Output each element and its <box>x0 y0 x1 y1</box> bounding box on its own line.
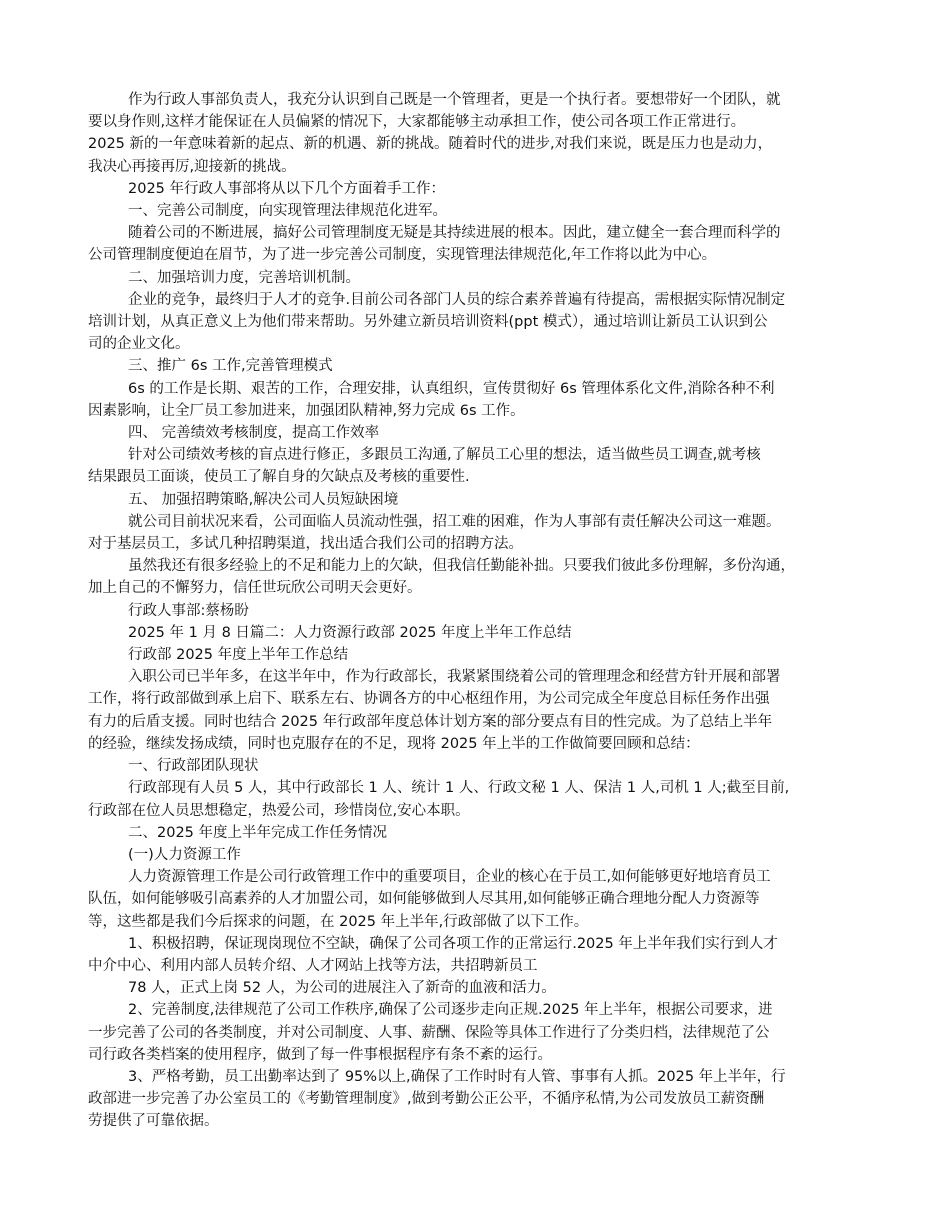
text-line: 五、 加强招聘策略,解决公司人员短缺困境 <box>128 491 399 508</box>
text-line: 一、完善公司制度，向实现管理法律规范化进军。 <box>128 203 447 220</box>
text-line: 78 人，正式上岗 52 人，为公司的进展注入了新奇的血液和活力。 <box>128 980 556 997</box>
text-line: 一、行政部团队现状 <box>128 758 259 775</box>
text-line: 3、严格考勤，员工出勤率达到了 95%以上,确保了工作时时有人管、事事有人抓。2025 年上半年，行 <box>128 1068 786 1085</box>
text-line: 劳提供了可靠依据。 <box>88 1113 219 1130</box>
text-line: 2025 新的一年意味着新的起点、新的机遇、新的挑战。随着时代的进步,对我们来说，既是压力也是动力， <box>88 136 773 153</box>
text-line: 工作，将行政部做到承上启下、联系左右、协调各方的中心枢纽作用，为公司完成全年度总目标任务作出强 <box>88 691 770 708</box>
text-line: 行政部现有人员 5 人，其中行政部长 1 人、统计 1 人、行政文秘 1 人、保洁 1 人,司机 1 人;截至目前, <box>128 780 790 797</box>
text-line: 有力的后盾支援。同时也结合 2025 年行政部年度总体计划方案的部分要点有目的性完成。为了总结上半年 <box>88 713 773 730</box>
text-line: 对于基层员工，多试几种招聘渠道，找出适合我们公司的招聘方法。 <box>88 536 523 553</box>
text-line: 虽然我还有很多经验上的不足和能力上的欠缺，但我信任勤能补拙。只要我们彼此多份理解，多份沟通， <box>128 558 795 575</box>
text-line: 政部进一步完善了办公室员工的《考勤管理制度》,做到考勤公正公平，不循序私情,为公司发放员工薪资酬 <box>88 1091 765 1108</box>
text-line: 二、2025 年度上半年完成工作任务情况 <box>128 824 388 841</box>
text-line: 队伍，如何能够吸引高素养的人才加盟公司，如何能够做到人尽其用,如何能够正确合理地分配人力资源等 <box>88 891 760 908</box>
text-line: 企业的竞争，最终归于人才的竞争.目前公司各部门人员的综合素养普遍有待提高，需根据实际情况制定 <box>128 291 786 308</box>
text-line: 2025 年 1 月 8 日篇二：人力资源行政部 2025 年度上半年工作总结 <box>128 624 572 641</box>
text-line: 公司管理制度便迫在眉节，为了进一步完善公司制度，实现管理法律规范化,年工作将以此为中心。 <box>88 247 717 264</box>
text-line: 随着公司的不断进展，搞好公司管理制度无疑是其持续进展的根本。因此，建立健全一套合理而科学的 <box>128 225 781 242</box>
text-line: 就公司目前状况来看，公司面临人员流动性强，招工难的困难，作为人事部有责任解决公司这一难题。 <box>128 513 781 530</box>
text-line: 培训计划，从真正意义上为他们带来帮助。另外建立新员培训资料(ppt 模式），通过培训让新员工认识到公 <box>88 314 768 331</box>
text-line: 2025 年行政人事部将从以下几个方面着手工作： <box>128 180 446 197</box>
text-line: 结果跟员工面谈，使员工了解自身的欠缺点及考核的重要性. <box>88 469 470 486</box>
text-line: 行政部 2025 年度上半年工作总结 <box>128 647 349 664</box>
document-page <box>88 89 870 1133</box>
text-line: 三、推广 6s 工作,完善管理模式 <box>128 358 333 375</box>
text-line: 二、加强培训力度，完善培训机制。 <box>128 269 360 286</box>
text-line: 司行政各类档案的使用程序，做到了每一件事根据程序有条不紊的运行。 <box>88 1046 552 1063</box>
text-line: (一)人力资源工作 <box>128 846 241 863</box>
text-line: 入职公司已半年多，在这半年中，作为行政部长，我紧紧围绕着公司的管理理念和经营方针开展和部署 <box>128 669 781 686</box>
text-line: 中介中心、利用内部人员转介绍、人才网站上找等方法，共招聘新员工 <box>88 957 538 974</box>
text-line: 我决心再接再厉,迎接新的挑战。 <box>88 158 296 175</box>
text-line: 行政部在位人员思想稳定，热爱公司，珍惜岗位,安心本职。 <box>88 802 470 819</box>
text-line: 针对公司绩效考核的盲点进行修正，多跟员工沟通,了解员工心里的想法，适当做些员工调查,就考核 <box>128 447 761 464</box>
text-line: 要以身作则,这样才能保证在人员偏紧的情况下，大家都能够主动承担工作，使公司各项工作正常进行。 <box>88 114 746 131</box>
text-line: 因素影响，让全厂员工参加进来，加强团队精神,努力完成 6s 工作。 <box>88 402 525 419</box>
text-line: 加上自己的不懈努力，信任世玩欣公司明天会更好。 <box>88 580 422 597</box>
text-line: 等，这些都是我们今后探求的问题，在 2025 年上半年,行政部做了以下工作。 <box>88 913 589 930</box>
text-line: 一步完善了公司的各类制度，并对公司制度、人事、薪酬、保险等具体工作进行了分类归档，法律规范了公 <box>88 1024 770 1041</box>
text-line: 1、积极招聘，保证现岗现位不空缺，确保了公司各项工作的正常运行.2025 年上半年我们实行到人才 <box>128 935 778 952</box>
text-line: 6s 的工作是长期、艰苦的工作，合理安排，认真组织，宣传贯彻好 6s 管理体系化文件,消除各种不利 <box>128 380 775 397</box>
text-line: 人力资源管理工作是公司行政管理工作中的重要项目，企业的核心在于员工,如何能够更好地培育员工 <box>128 869 771 886</box>
text-line: 的经验，继续发扬成绩，同时也克服存在的不足，现将 2025 年上半的工作做简要回顾和总结： <box>88 735 700 752</box>
text-line: 作为行政人事部负责人，我充分认识到自己既是一个管理者，更是一个执行者。要想带好一个团队，就 <box>128 92 781 108</box>
text-line: 行政人事部:蔡杨盼 <box>128 602 249 619</box>
text-line: 2、完善制度,法律规范了公司工作秩序,确保了公司逐步走向正规.2025 年上半年，根据公司要求，进 <box>128 1002 773 1019</box>
text-line: 司的企业文化。 <box>88 336 190 353</box>
text-line: 四、 完善绩效考核制度，提高工作效率 <box>128 425 380 442</box>
